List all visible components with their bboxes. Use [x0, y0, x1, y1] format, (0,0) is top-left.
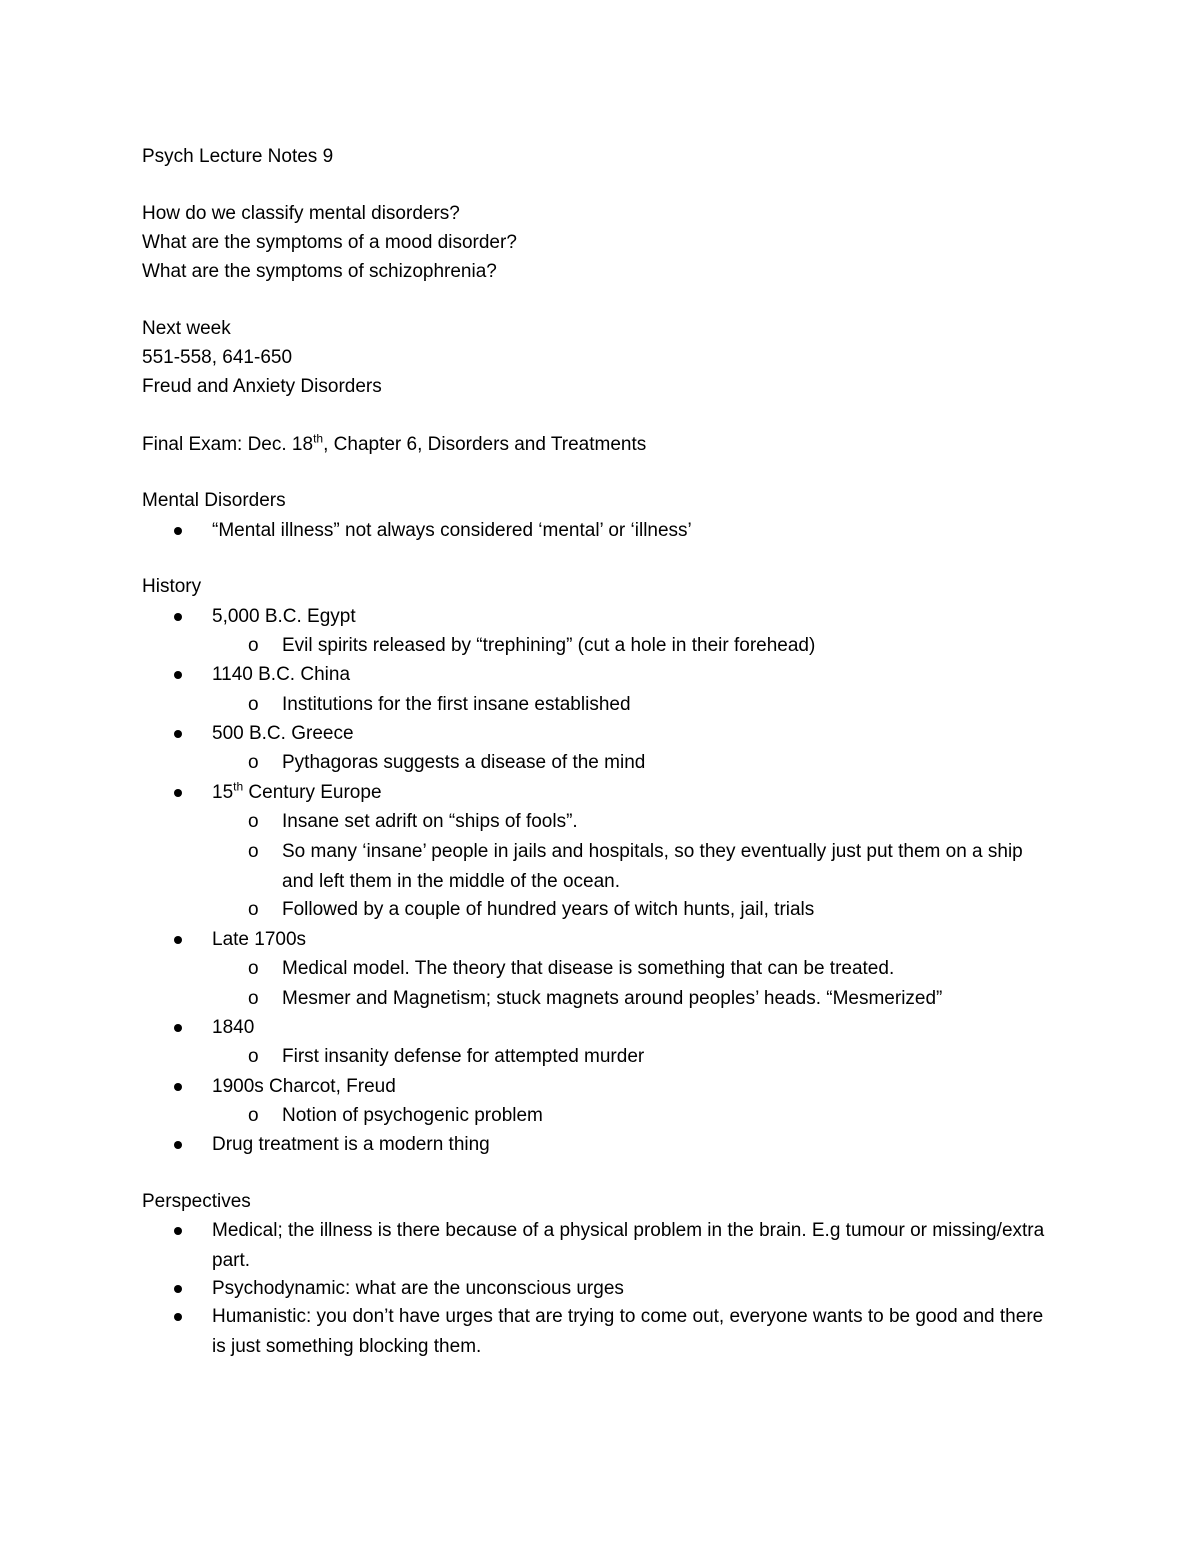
list-item — [142, 1130, 1042, 1160]
sub-list-item-text: Mesmer and Magnetism; stuck magnets around peoples’ heads. “Mesmerized” — [282, 988, 943, 1009]
list-item-text: “Mental illness” not always considered ‘mental’ or ‘illness’ — [212, 520, 692, 541]
circle-bullet-icon: o — [248, 694, 259, 715]
list-item-text: 1140 B.C. China — [212, 664, 351, 685]
century-number: 15 — [212, 782, 234, 803]
sub-list-item — [142, 1042, 1042, 1072]
bullet-icon — [174, 1141, 182, 1149]
circle-bullet-icon: o — [248, 811, 259, 832]
list-item-text: 1900s Charcot, Freud — [212, 1076, 396, 1097]
sub-list-item — [142, 837, 1042, 897]
circle-bullet-icon: o — [248, 1105, 259, 1126]
sub-list-item — [142, 984, 1042, 1014]
sub-list-item — [142, 954, 1042, 984]
list-item — [142, 516, 1042, 546]
circle-bullet-icon: o — [248, 752, 259, 773]
list-item-text: 500 B.C. Greece — [212, 723, 354, 744]
list-item-text: Psychodynamic: what are the unconscious urges — [212, 1278, 624, 1299]
final-exam-superscript: th — [313, 431, 324, 446]
circle-bullet-icon: o — [248, 958, 259, 979]
list-item — [142, 1216, 1045, 1276]
sub-list-item-text: Institutions for the first insane established — [282, 694, 631, 715]
mental-disorders-heading: Mental Disorders — [142, 490, 286, 511]
question-3: What are the symptoms of schizophrenia? — [142, 261, 497, 282]
next-week-heading: Next week — [142, 318, 231, 339]
final-exam-line — [142, 430, 646, 460]
circle-bullet-icon: o — [248, 635, 259, 656]
perspectives-heading: Perspectives — [142, 1191, 251, 1212]
list-item — [142, 1302, 1042, 1362]
bullet-icon — [174, 730, 182, 738]
sub-list-item-text: Pythagoras suggests a disease of the mind — [282, 752, 646, 773]
list-item — [142, 1274, 1042, 1304]
bullet-icon — [174, 1285, 182, 1293]
sub-list-item-text: Notion of psychogenic problem — [282, 1105, 543, 1126]
next-week-topic: Freud and Anxiety Disorders — [142, 376, 382, 397]
sub-list-item — [142, 807, 1042, 837]
sub-list-item — [142, 895, 1042, 925]
document-title: Psych Lecture Notes 9 — [142, 146, 334, 167]
question-1: How do we classify mental disorders? — [142, 203, 460, 224]
list-item-text: Drug treatment is a modern thing — [212, 1134, 490, 1155]
century-label: Century Europe — [243, 782, 382, 803]
century-superscript: th — [233, 779, 244, 794]
sub-list-item — [142, 748, 1042, 778]
sub-list-item-text: Evil spirits released by “trephining” (cut a hole in their forehead) — [282, 635, 816, 656]
final-exam-details: , Chapter 6, Disorders and Treatments — [323, 434, 647, 455]
bullet-icon — [174, 1083, 182, 1091]
bullet-icon — [174, 527, 182, 535]
list-item-text: 1840 — [212, 1017, 255, 1038]
list-item — [142, 719, 1042, 749]
question-2: What are the symptoms of a mood disorder? — [142, 232, 517, 253]
sub-list-item-text: First insanity defense for attempted murder — [282, 1046, 645, 1067]
final-exam-date: Final Exam: Dec. 18 — [142, 434, 314, 455]
list-item — [142, 1013, 1042, 1043]
sub-list-item-text: Medical model. The theory that disease is something that can be treated. — [282, 958, 895, 979]
sub-list-item-text: So many ‘insane’ people in jails and hospitals, so they eventually just put them on a ship and left them in the middle of the ocean. — [282, 841, 1023, 892]
bullet-icon — [174, 1024, 182, 1032]
list-item-text: Late 1700s — [212, 929, 307, 950]
circle-bullet-icon: o — [248, 841, 259, 862]
bullet-icon — [174, 1313, 182, 1321]
list-item — [142, 925, 1042, 955]
bullet-icon — [174, 671, 182, 679]
history-heading: History — [142, 576, 202, 597]
bullet-icon — [174, 1227, 182, 1235]
circle-bullet-icon: o — [248, 988, 259, 1009]
sub-list-item-text: Insane set adrift on “ships of fools”. — [282, 811, 578, 832]
sub-list-item — [142, 631, 1042, 661]
bullet-icon — [174, 936, 182, 944]
list-item — [142, 778, 1042, 808]
sub-list-item-text: Followed by a couple of hundred years of witch hunts, jail, trials — [282, 899, 815, 920]
bullet-icon — [174, 613, 182, 621]
list-item-text: Humanistic: you don’t have urges that are trying to come out, everyone wants to be good and there is just something blocking them. — [212, 1306, 1044, 1357]
list-item — [142, 1072, 1042, 1102]
bullet-icon — [174, 789, 182, 797]
list-item-text: 5,000 B.C. Egypt — [212, 606, 356, 627]
circle-bullet-icon: o — [248, 1046, 259, 1067]
list-item-text: Medical; the illness is there because of a physical problem in the brain. E.g tumour or missing/extra part. — [212, 1220, 1045, 1271]
sub-list-item — [142, 1101, 1042, 1131]
list-item-text — [212, 778, 1052, 808]
list-item — [142, 660, 1042, 690]
list-item — [142, 602, 1042, 632]
sub-list-item — [142, 690, 1042, 720]
circle-bullet-icon: o — [248, 899, 259, 920]
next-week-pages: 551-558, 641-650 — [142, 347, 293, 368]
